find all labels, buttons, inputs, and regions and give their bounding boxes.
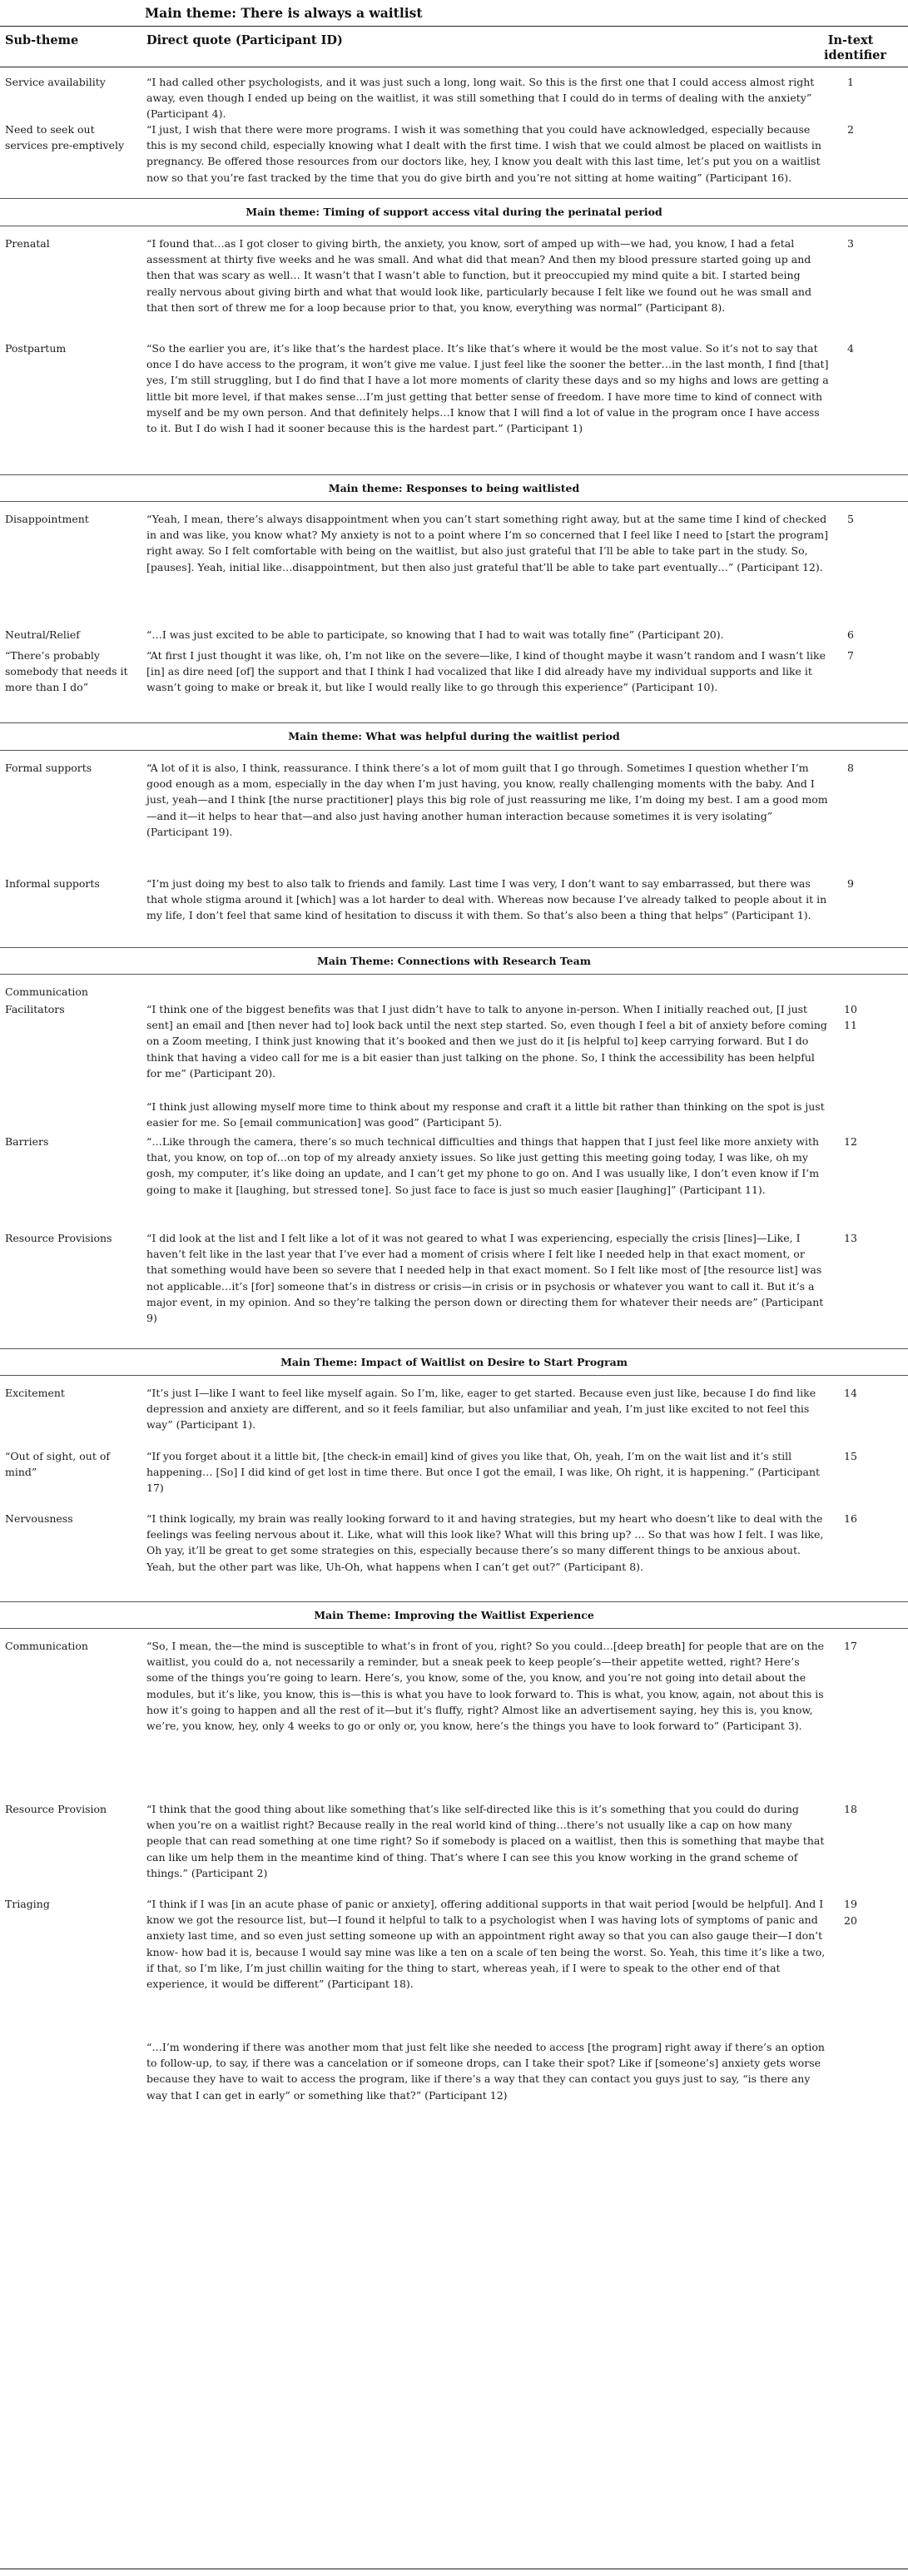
theme-rule	[0, 1375, 908, 1376]
identifier: 15	[844, 1450, 857, 1462]
identifier: 19	[844, 1898, 857, 1910]
quote: “…I was just excited to be able to participate, so knowing that I had to wait was totally fine” (Participant 20).	[146, 628, 724, 641]
identifier: 4	[847, 342, 854, 355]
top-rule	[0, 26, 908, 27]
identifier: 17	[844, 1640, 857, 1652]
main-theme-heading: Main theme: Timing of support access vital during the perinatal period	[246, 206, 662, 218]
quote: “I had called other psychologists, and it was just such a long, long wait. So this is the first one that I could access almost right away, even though I ended up being on the waitlist, it was still something that I could do in terms of dealing with the anxiety” (Participant 4).	[146, 76, 815, 121]
theme-rule	[0, 474, 908, 475]
identifier: 13	[844, 1232, 857, 1244]
identifier: 10	[844, 1003, 857, 1015]
theme-rule	[0, 974, 908, 975]
identifier: 7	[847, 649, 854, 662]
sub-theme: Barriers	[5, 1135, 49, 1148]
sub-theme: Need to seek out services pre-emptively	[5, 123, 125, 152]
sub-theme: “There’s probably somebody that needs it more than I do”	[5, 649, 128, 694]
header-quote: Direct quote (Participant ID)	[146, 33, 343, 47]
main-theme-heading: Main Theme: Improving the Waitlist Experience	[314, 1609, 594, 1621]
header-sub-theme: Sub-theme	[5, 33, 79, 47]
quote: “I think that the good thing about like something that’s like self-directed like this is it’s something that you could do during when you’re on a waitlist right? Because really in the real world kind of thing…there’s not usually like a cap on how many people that can read something at one time right? So if somebody is placed on a waitlist, then this is something that maybe that can like um help them in the meantime kind of thing. That’s where I can see this you know working in the grand scheme of things.” (Participant 2)	[146, 1803, 825, 1879]
sub-theme: Informal supports	[5, 877, 100, 890]
quote: “I just, I wish that there were more programs. I wish it was something that you could have acknowledged, especially because this is my second child, especially knowing what I dealt with the first time. I wish that we could almost be placed on waitlists in pregnancy. Be offered those resources from our doctors like, hey, I know you dealt with this last time, let’s put you on a waitlist now so that you’re fast tracked by the time that you do give birth and you’re not sitting at home waiting” (Participant 16).	[146, 123, 821, 184]
main-theme-heading: Main theme: Responses to being waitlisted	[328, 482, 580, 494]
sub-theme: Triaging	[5, 1898, 50, 1910]
quote: “At first I just thought it was like, oh, I’m not like on the severe—like, I kind of thought maybe it wasn’t random and I wasn’t like [in] as dire need [of] the support and that I think I had vocalized that like I did already have my individual supports and like it wasn’t going to make or break it, but like I would really like to go through this experience” (Participant 10).	[146, 649, 826, 694]
identifier: 14	[844, 1387, 857, 1399]
quote: “I think if I was [in an acute phase of panic or anxiety], offering additional supports in that wait period [would be helpful]. And I know we got the resource list, but—I found it helpful to talk to a psychologist when I was having lots of symptoms of panic and anxiety last time, and so even just setting someone up with an appointment right away so that you can also gauge their—I don’t know- how bad it is, because I would say mine was like a ten on a scale of ten being the worst. So. Yeah, this time it’s like a two, if that, so I’m like, I’m just chillin waiting for the thing to start, whereas yeah, if I were to speak to the other end of that experience, it would be different” (Participant 18).	[146, 1898, 826, 1991]
theme-rule	[0, 722, 908, 723]
sub-theme: Postpartum	[5, 342, 67, 355]
quote: “It’s just I—like I want to feel like myself again. So I’m, like, eager to get started. Because even just like, because I do find like depression and anxiety are different, and so it feels familiar, but also unfamiliar and yeah, I’m just like excited to not feel this way” (Participant 1).	[146, 1387, 816, 1432]
sub-theme: Facilitators	[5, 1003, 65, 1015]
sub-theme: Formal supports	[5, 762, 92, 774]
sub-theme: Communication	[5, 1640, 88, 1652]
identifier: 12	[844, 1135, 857, 1148]
sub-theme: Neutral/Relief	[5, 628, 80, 641]
sub-theme: Resource Provision	[5, 1803, 107, 1815]
identifier: 3	[847, 237, 854, 250]
header-identifier-line2: identifier	[824, 48, 887, 62]
sub-theme: Excitement	[5, 1387, 65, 1399]
quote: “I think just allowing myself more time to think about my response and craft it a little bit rather than thinking on the spot is just easier for me. So [email communication] was good” (Participant 5).	[146, 1100, 825, 1129]
identifier: 5	[847, 513, 854, 525]
sub-theme: “Out of sight, out of mind”	[5, 1450, 110, 1479]
theme-rule	[0, 947, 908, 948]
table-title: Main theme: There is always a waitlist	[145, 5, 423, 21]
theme-rule	[0, 1348, 908, 1349]
quote: “I think one of the biggest benefits was that I just didn’t have to talk to anyone in-person. When I initially reached out, [I just sent] an email and [then never had to] look back until the next step started. So, even though I feel a bit of anxiety before coming on a Zoom meeting, I think just knowing that it’s booked and then we just do it [is helpful to] keep carrying forward. But I do think that having a video call for me is a bit easier than just talking on the phone. So, I think the accessibility has been helpful for me” (Participant 20).	[146, 1003, 827, 1080]
theme-rule	[0, 750, 908, 751]
theme-rule	[0, 1601, 908, 1602]
identifier: 2	[847, 123, 854, 136]
quote: “I found that…as I got closer to giving birth, the anxiety, you know, sort of amped up with—we had, you know, I had a fetal assessment at thirty five weeks and he was small. And what did that mean? And then my blood pressure started going up and then that was scary as well… It wasn’t that I wasn’t able to function, but it preoccupied my mind quite a bit. I started being really nervous about giving birth and what that would look like, particularly because I felt like we found out he was small and that then sort of threw me for a loop because prior to that, you know, everything was normal” (Participant 8).	[146, 237, 811, 314]
sub-theme: Nervousness	[5, 1512, 73, 1525]
sub-theme: Disappointment	[5, 513, 89, 525]
quote: “A lot of it is also, I think, reassurance. I think there’s a lot of mom guilt that I go through. Sometimes I question whether I’m good enough as a mom, especially in the day when I’m just having, you know, really challenging moments with the baby. And I just, yeah—and I think [the nurse practitioner] plays this big role of just reassuring me like, I’m doing my best. I am a good mom—and it—it helps to hear that—and also just having another human interaction because sometimes it is very isolating” (Participant 19).	[146, 762, 828, 838]
main-theme-heading: Main theme: What was helpful during the waitlist period	[288, 730, 620, 742]
identifier: 8	[847, 762, 854, 774]
quote: “So the earlier you are, it’s like that’s the hardest place. It’s like that’s where it would be the most value. So it’s not to say that once I do have access to the program, it won’t give me value. I just feel like the sooner the better…in the last month, I find [that] yes, I’m still struggling, but I do find that I have a lot more moments of clarity these days and so my highs and lows are getting a little bit more level, if that makes sense…I’m just getting that better sense of freedom. I have more time to kind of connect with myself and be my own person. And that definitely helps…I know that I will find a lot of value in the program once I have access to it. But I do wish I had it sooner because this is the hardest part.” (Participant 1)	[146, 342, 829, 435]
identifier: 18	[844, 1803, 857, 1815]
quote: “Yeah, I mean, there’s always disappointment when you can’t start something right away, but at the same time I kind of checked in and was like, you know what? My anxiety is not to a point where I’m so concerned that I feel like I need to [start the program] right away. So I felt comfortable with being on the waitlist, but also just grateful that I’ll be able to take part in the study. So, [pauses]. Yeah, initial like…disappointment, but then also just grateful that’ll be able to take part eventually…” (Participant 12).	[146, 513, 828, 573]
theme-rule	[0, 1628, 908, 1629]
sub-theme: Prenatal	[5, 237, 50, 250]
quote: “If you forget about it a little bit, [the check-in email] kind of gives you like that, Oh, yeah, I’m on the wait list and it’s still happening… [So] I did kind of get lost in time there. But once I got the email, I was like, Oh right, it is happening.” (Participant 17)	[146, 1450, 821, 1495]
theme-rule	[0, 198, 908, 199]
identifier: 11	[844, 1019, 857, 1031]
main-theme-heading: Main Theme: Connections with Research Team	[317, 955, 591, 967]
sub-theme: Communication	[5, 985, 88, 998]
quote: “…Like through the camera, there’s so much technical difficulties and things that happen that I just feel like more anxiety with that, you know, on top of…on top of my already anxiety issues. So like just getting this meeting going today, I was like, oh my gosh, my computer, it’s like doing an update, and I can’t get my phone to go on. And I was usually like, I don’t even know if I’m going to make it [laughing, but stressed tone]. So just face to face is just so much easier [laughing]” (Participant 11).	[146, 1135, 820, 1196]
quote: “So, I mean, the—the mind is susceptible to what’s in front of you, right? So you could…[deep breath] for people that are on the waitlist, you could do a, not necessarily a reminder, but a sneak peek to keep people’s—their appetite wetted, right? Here’s some of the things you’re going to learn. Here’s, you know, some of the, you know, and you’re not going into detail about the modules, but it’s like, you know, this is—this is what you have to look forward to. This is what, you know, again, not about this is how it’s going to happen and all the rest of it—but it’s fluffy, right? Almost like an advertisement saying, hey this is, you know, we’re, you know, hey, only 4 weeks to go or only or, you know, here’s the things you have to look forward to” (Participant 3).	[146, 1640, 825, 1733]
identifier: 6	[847, 628, 854, 641]
identifier: 16	[844, 1512, 857, 1525]
quote: “I did look at the list and I felt like a lot of it was not geared to what I was experiencing, especially the crisis [lines]—Like, I haven’t felt like in the last year that I’ve ever had a moment of crisis where I felt like I needed help in that exact moment, or that something would have been so severe that I needed help in that exact moment. So I felt like most of [the resource list] was not applicable…it’s [for] someone that’s in distress or crisis—in crisis or in psychosis or whatever you want to call it. But it’s a major event, in my opinion. And so they’re talking the person down or directing them for whatever their needs are” (Participant 9)	[146, 1232, 824, 1325]
identifier: 1	[847, 76, 854, 88]
identifier: 9	[847, 877, 854, 890]
header-identifier-line1: In-text	[827, 33, 874, 47]
quote: “…I’m wondering if there was another mom that just felt like she needed to access [the program] right away if there’s an option to follow-up, to say, if there was a cancelation or if someone drops, can I take their spot? Like if [someone’s] anxiety gets worse because they have to wait to access the program, like if there’s a way that they can contact you guys just to say, “is there any way that I can get in early” or something like that?” (Participant 12)	[146, 2041, 825, 2102]
identifier: 20	[844, 1914, 857, 1927]
quote: “I think logically, my brain was really looking forward to it and having strategies, but my heart who doesn’t like to deal with the feelings was feeling nervous about it. Like, what will this look like? What will this bring up? … So that was how I felt. I was like, Oh yay, it’ll be great to get some strategies on this, especially because there’s so many different things to be anxious about. Yeah, but the other part was like, Uh-Oh, what happens when I can’t get out?” (Participant 8).	[146, 1512, 824, 1573]
main-theme-heading: Main Theme: Impact of Waitlist on Desire to Start Program	[280, 1356, 628, 1368]
theme-rule	[0, 501, 908, 502]
sub-theme: Resource Provisions	[5, 1232, 112, 1244]
sub-theme: Service availability	[5, 76, 106, 88]
quote: “I’m just doing my best to also talk to friends and family. Last time I was very, I don’t want to say embarrassed, but there was that whole stigma around it [which] was a lot harder to deal with. Whereas now because I’ve already talked to people about it in my life, I don’t feel that same kind of hesitation to discuss it with them. So that’s also been a thing that helps” (Participant 1).	[146, 877, 827, 922]
